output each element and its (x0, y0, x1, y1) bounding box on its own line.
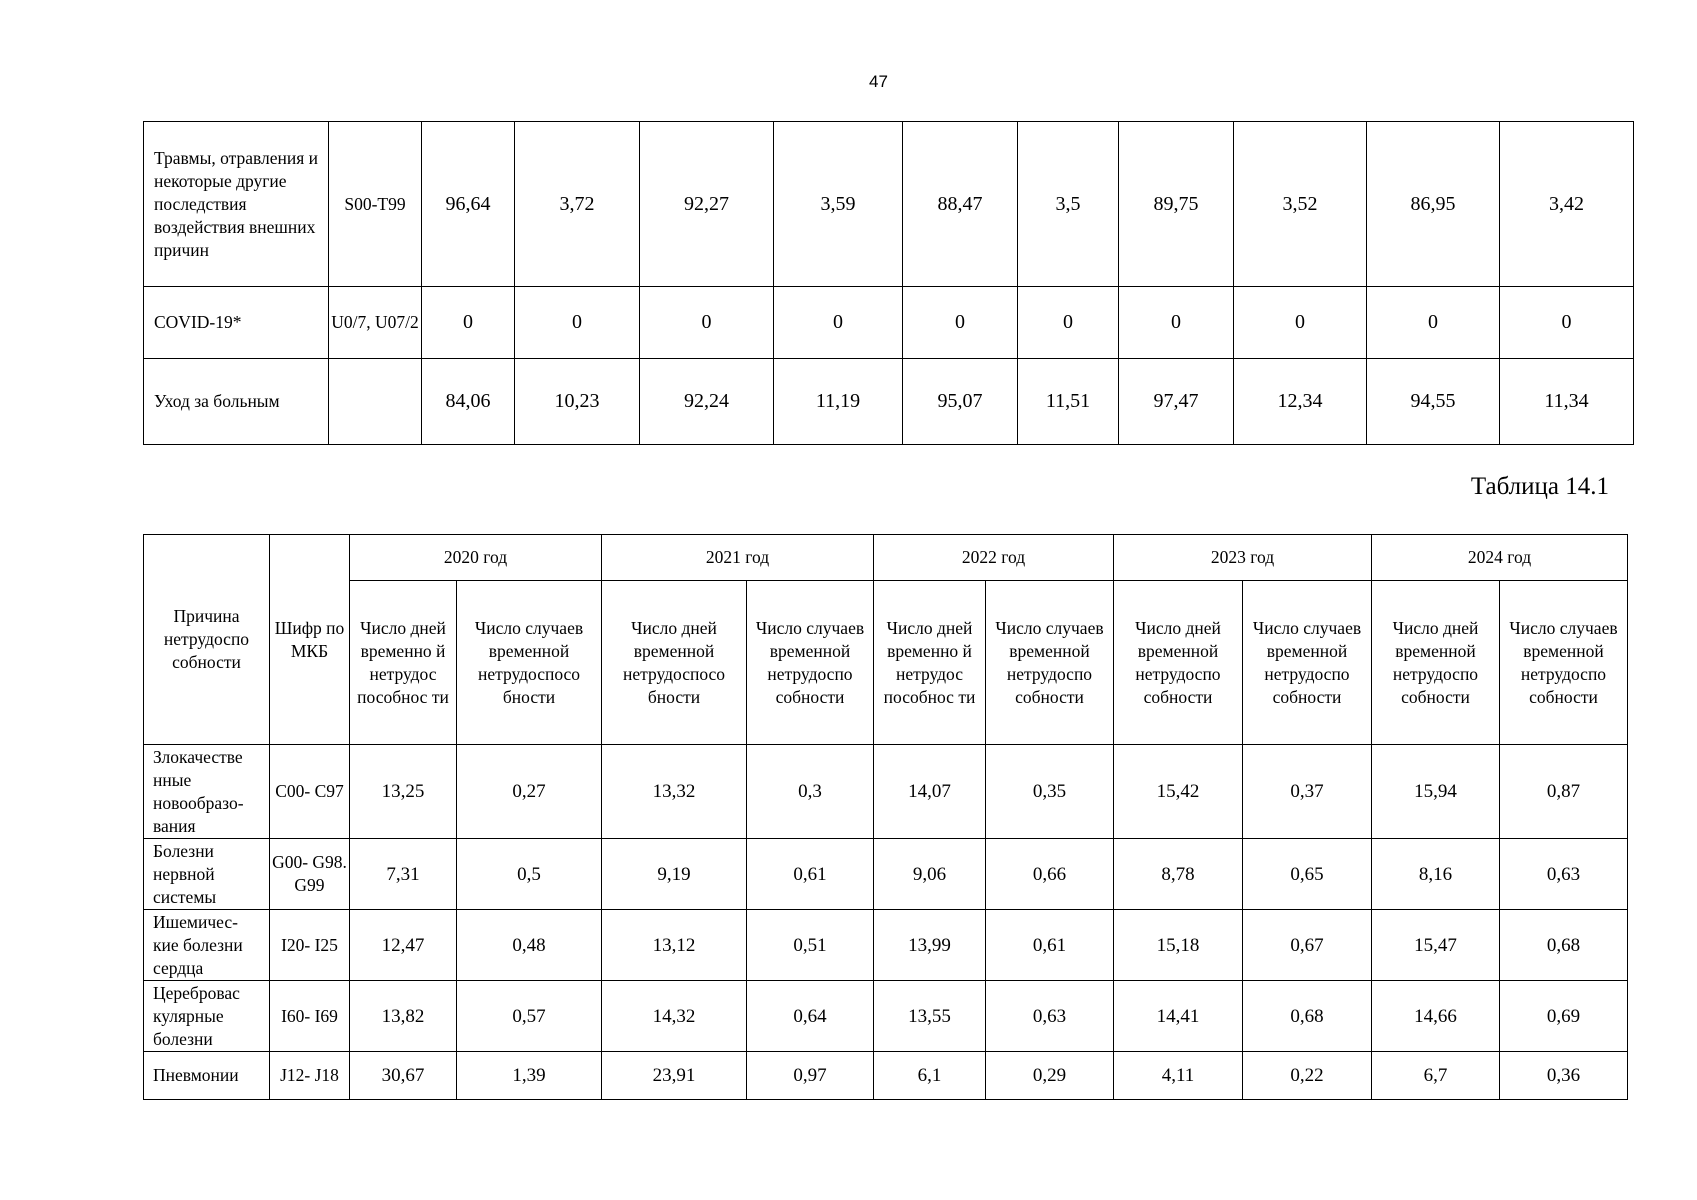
cases-value-cell: 3,5 (1018, 122, 1119, 287)
header-icd-code: Шифр по МКБ (270, 535, 350, 745)
cases-value-cell: 0,61 (747, 839, 874, 910)
cases-value-cell: 0 (774, 287, 903, 359)
days-value-cell: 9,06 (874, 839, 986, 910)
cases-value-cell: 0,22 (1243, 1052, 1372, 1100)
continued-table (143, 121, 1634, 445)
days-value-cell: 23,91 (602, 1052, 747, 1100)
icd-code-cell: S00-T99 (329, 122, 422, 287)
icd-code-cell (329, 359, 422, 445)
header-days: Число дней временно й нетрудос пособнос ти (874, 581, 986, 745)
cases-value-cell: 1,39 (457, 1052, 602, 1100)
days-value-cell: 14,41 (1114, 981, 1243, 1052)
cases-value-cell: 0,67 (1243, 910, 1372, 981)
days-value-cell: 92,24 (640, 359, 774, 445)
icd-code-cell: U0/7, U07/2 (329, 287, 422, 359)
cause-cell: Цереброваc кулярные болезни (144, 981, 270, 1052)
header-year-2022: 2022 год (874, 535, 1114, 581)
page-number: 47 (869, 72, 888, 91)
cause-cell: Травмы, отравления и некоторые другие последствия воздействия внешних причин (144, 122, 329, 287)
header-days: Число дней временной нетрудоспо собности (1372, 581, 1500, 745)
days-value-cell: 86,95 (1367, 122, 1500, 287)
days-value-cell: 6,7 (1372, 1052, 1500, 1100)
table-row (144, 1052, 1628, 1100)
days-value-cell: 95,07 (903, 359, 1018, 445)
header-year-2021: 2021 год (602, 535, 874, 581)
icd-code-cell: C00- C97 (270, 745, 350, 839)
days-value-cell: 4,11 (1114, 1052, 1243, 1100)
cases-value-cell: 0,27 (457, 745, 602, 839)
header-year-2023: 2023 год (1114, 535, 1372, 581)
cases-value-cell: 3,52 (1234, 122, 1367, 287)
cause-cell: Злокачестве нные новообразо- вания (144, 745, 270, 839)
cases-value-cell: 0,51 (747, 910, 874, 981)
icd-code-cell: G00- G98. G99 (270, 839, 350, 910)
table-row (144, 122, 1634, 287)
cases-value-cell: 0,69 (1500, 981, 1628, 1052)
days-value-cell: 15,94 (1372, 745, 1500, 839)
days-value-cell: 14,32 (602, 981, 747, 1052)
days-value-cell: 13,55 (874, 981, 986, 1052)
cases-value-cell: 0,63 (986, 981, 1114, 1052)
days-value-cell: 84,06 (422, 359, 515, 445)
days-value-cell: 92,27 (640, 122, 774, 287)
table-row (144, 287, 1634, 359)
cases-value-cell: 11,19 (774, 359, 903, 445)
days-value-cell: 13,25 (350, 745, 457, 839)
cases-value-cell: 0,57 (457, 981, 602, 1052)
cases-value-cell: 0,68 (1500, 910, 1628, 981)
days-value-cell: 94,55 (1367, 359, 1500, 445)
days-value-cell: 89,75 (1119, 122, 1234, 287)
days-value-cell: 15,42 (1114, 745, 1243, 839)
cases-value-cell: 0 (515, 287, 640, 359)
cases-value-cell: 0,63 (1500, 839, 1628, 910)
days-value-cell: 8,78 (1114, 839, 1243, 910)
days-value-cell: 13,12 (602, 910, 747, 981)
days-value-cell: 9,19 (602, 839, 747, 910)
cases-value-cell: 0 (1018, 287, 1119, 359)
icd-code-cell: I60- I69 (270, 981, 350, 1052)
morbidity-table (143, 534, 1628, 1100)
cases-value-cell: 11,34 (1500, 359, 1634, 445)
header-days: Число дней временной нетрудоспо собности (1114, 581, 1243, 745)
days-value-cell: 97,47 (1119, 359, 1234, 445)
table-row (144, 745, 1628, 839)
cause-cell: Пневмонии (144, 1052, 270, 1100)
cases-value-cell: 0,61 (986, 910, 1114, 981)
header-days: Число дней временной нетрудоспосо бности (602, 581, 747, 745)
days-value-cell: 88,47 (903, 122, 1018, 287)
cause-cell: COVID-19* (144, 287, 329, 359)
header-cause: Причина нетрудоспо собности (144, 535, 270, 745)
cases-value-cell: 0 (1500, 287, 1634, 359)
cases-value-cell: 3,42 (1500, 122, 1634, 287)
days-value-cell: 15,47 (1372, 910, 1500, 981)
days-value-cell: 0 (1119, 287, 1234, 359)
cause-cell: Уход за больным (144, 359, 329, 445)
days-value-cell: 8,16 (1372, 839, 1500, 910)
cases-value-cell: 0,37 (1243, 745, 1372, 839)
days-value-cell: 6,1 (874, 1052, 986, 1100)
table-row (144, 910, 1628, 981)
cases-value-cell: 0,29 (986, 1052, 1114, 1100)
header-cases: Число случаев временной нетрудоспо собности (986, 581, 1114, 745)
days-value-cell: 13,32 (602, 745, 747, 839)
days-value-cell: 14,07 (874, 745, 986, 839)
cases-value-cell: 0,5 (457, 839, 602, 910)
table-row (144, 981, 1628, 1052)
table-caption: Таблица 14.1 (1470, 473, 1609, 500)
days-value-cell: 14,66 (1372, 981, 1500, 1052)
header-year-2024: 2024 год (1372, 535, 1628, 581)
cases-value-cell: 0,48 (457, 910, 602, 981)
cause-cell: Ишемичес- кие болезни сердца (144, 910, 270, 981)
days-value-cell: 0 (640, 287, 774, 359)
days-value-cell: 96,64 (422, 122, 515, 287)
icd-code-cell: I20- I25 (270, 910, 350, 981)
days-value-cell: 13,82 (350, 981, 457, 1052)
cases-value-cell: 3,72 (515, 122, 640, 287)
cases-value-cell: 0,65 (1243, 839, 1372, 910)
cause-cell: Болезни нервной системы (144, 839, 270, 910)
days-value-cell: 0 (903, 287, 1018, 359)
header-cases: Число случаев временной нетрудоспосо бности (457, 581, 602, 745)
cases-value-cell: 10,23 (515, 359, 640, 445)
days-value-cell: 15,18 (1114, 910, 1243, 981)
cases-value-cell: 0,36 (1500, 1052, 1628, 1100)
cases-value-cell: 0,68 (1243, 981, 1372, 1052)
table-row (144, 839, 1628, 910)
cases-value-cell: 0,35 (986, 745, 1114, 839)
header-cases: Число случаев временной нетрудоспо собности (747, 581, 874, 745)
days-value-cell: 0 (422, 287, 515, 359)
cases-value-cell: 0,66 (986, 839, 1114, 910)
days-value-cell: 0 (1367, 287, 1500, 359)
year-header-row (144, 535, 1628, 581)
days-value-cell: 13,99 (874, 910, 986, 981)
cases-value-cell: 0 (1234, 287, 1367, 359)
cases-value-cell: 0,87 (1500, 745, 1628, 839)
cases-value-cell: 0,64 (747, 981, 874, 1052)
sub-header-row (144, 581, 1628, 745)
header-year-2020: 2020 год (350, 535, 602, 581)
header-cases: Число случаев временной нетрудоспо собности (1500, 581, 1628, 745)
cases-value-cell: 0,97 (747, 1052, 874, 1100)
days-value-cell: 12,47 (350, 910, 457, 981)
cases-value-cell: 12,34 (1234, 359, 1367, 445)
header-cases: Число случаев временной нетрудоспо собности (1243, 581, 1372, 745)
days-value-cell: 30,67 (350, 1052, 457, 1100)
days-value-cell: 7,31 (350, 839, 457, 910)
table-row (144, 359, 1634, 445)
icd-code-cell: J12- J18 (270, 1052, 350, 1100)
cases-value-cell: 3,59 (774, 122, 903, 287)
header-days: Число дней временно й нетрудос пособнос ти (350, 581, 457, 745)
cases-value-cell: 11,51 (1018, 359, 1119, 445)
cases-value-cell: 0,3 (747, 745, 874, 839)
